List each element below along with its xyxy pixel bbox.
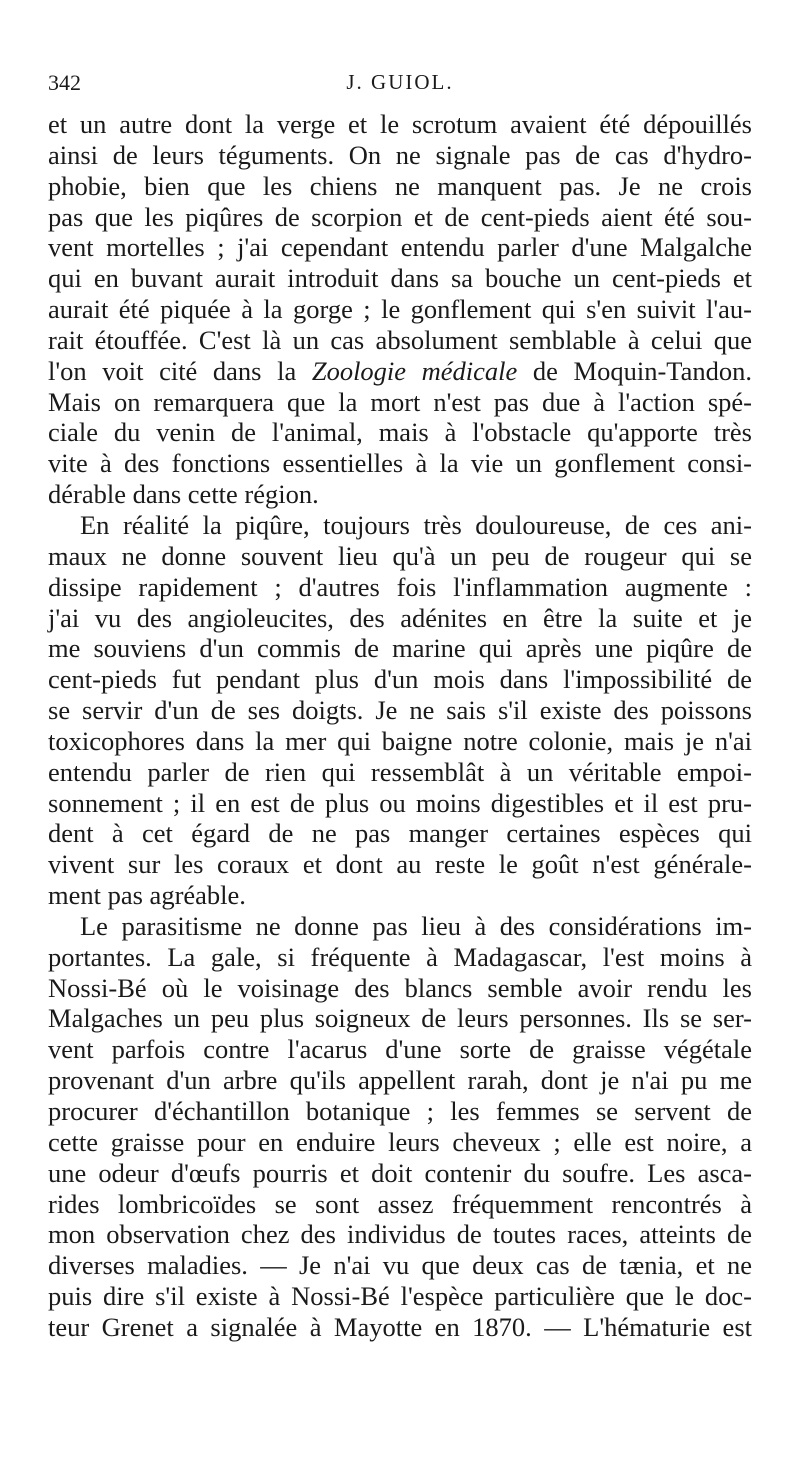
text-line: pas que les piqûres de scorpion et de cent-pieds aient été sou- bbox=[48, 201, 752, 232]
text-line bbox=[48, 356, 752, 387]
text-line: dissipe rapidement ; d'autres fois l'inflammation augmente : bbox=[48, 571, 752, 602]
text-line: toxicophores dans la mer qui baigne notre colonie, mais je n'ai bbox=[48, 725, 752, 756]
text-line: ainsi de leurs téguments. On ne signale pas de cas d'hydro- bbox=[48, 139, 752, 170]
text-line: aurait été piquée à la gorge ; le gonflement qui s'en suivit l'au- bbox=[48, 294, 752, 325]
text-line: cette graisse pour en enduire leurs cheveux ; elle est noire, a bbox=[48, 1126, 752, 1157]
text-line: une odeur d'œufs pourris et doit contenir du soufre. Les asca- bbox=[48, 1157, 752, 1188]
text-line: Mais on remarquera que la mort n'est pas due à l'action spé- bbox=[48, 386, 752, 417]
text-line: j'ai vu des angioleucites, des adénites en être la suite et je bbox=[48, 602, 752, 633]
text-line: ment pas agréable. bbox=[48, 880, 246, 911]
text-line: qui en buvant aurait introduit dans sa bouche un cent-pieds et bbox=[48, 263, 752, 294]
text-line: puis dire s'il existe à Nossi-Bé l'espèce particulière que le doc- bbox=[48, 1281, 752, 1312]
text-line: portantes. La gale, si fréquente à Madagascar, l'est moins à bbox=[48, 941, 752, 972]
text-line: provenant d'un arbre qu'ils appellent rarah, dont je n'ai pu me bbox=[48, 1065, 752, 1096]
text-line: vivent sur les coraux et dont au reste le goût n'est générale- bbox=[48, 849, 752, 880]
text-line: phobie, bien que les chiens ne manquent pas. Je ne crois bbox=[48, 170, 752, 201]
text-line: sonnement ; il en est de plus ou moins digestibles et il est pru- bbox=[48, 787, 752, 818]
body-text bbox=[48, 109, 752, 1343]
running-head: J. GUIOL. bbox=[346, 70, 454, 94]
paragraph bbox=[48, 109, 752, 510]
text-segment: de Moquin-Tandon. bbox=[517, 355, 753, 386]
text-line: ciale du venin de l'animal, mais à l'obstacle qu'apporte très bbox=[48, 417, 752, 448]
text-line: Nossi-Bé où le voisinage des blancs semble avoir rendu les bbox=[48, 972, 752, 1003]
text-line: maux ne donne souvent lieu qu'à un peu de rougeur qui se bbox=[48, 540, 752, 571]
text-line: cent-pieds fut pendant plus d'un mois dans l'impossibilité de bbox=[48, 664, 752, 695]
text-line: Malgaches un peu plus soigneux de leurs personnes. Ils se ser- bbox=[48, 1003, 752, 1034]
text-line: se servir d'un de ses doigts. Je ne sais s'il existe des poissons bbox=[48, 695, 752, 726]
text-line: diverses maladies. — Je n'ai vu que deux cas de tænia, et ne bbox=[48, 1250, 752, 1281]
text-line: et un autre dont la verge et le scrotum avaient été dépouillés bbox=[48, 109, 752, 139]
italic-title: Zoologie médicale bbox=[311, 355, 518, 386]
text-line: entendu parler de rien qui ressemblât à un véritable empoi- bbox=[48, 756, 752, 787]
text-line: teur Grenet a signalée à Mayotte en 1870. — L'hématurie est bbox=[48, 1311, 752, 1342]
text-line: vent parfois contre l'acarus d'une sorte de graisse végétale bbox=[48, 1034, 752, 1065]
page-header bbox=[48, 70, 752, 98]
text-line: mon observation chez des individus de toutes races, atteints de bbox=[48, 1219, 752, 1250]
text-line: me souviens d'un commis de marine qui après une piqûre de bbox=[48, 633, 752, 664]
text-line: rait étouffée. C'est là un cas absolument semblable à celui que bbox=[48, 324, 752, 355]
text-line: Le parasitisme ne donne pas lieu à des considérations im- bbox=[80, 910, 752, 941]
text-line: procurer d'échantillon botanique ; les femmes se servent de bbox=[48, 1096, 752, 1126]
text-line: rides lombricoïdes se sont assez fréquemment rencontrés à bbox=[48, 1188, 752, 1219]
paragraph bbox=[48, 510, 752, 911]
paragraph bbox=[48, 911, 752, 1343]
text-line: vite à des fonctions essentielles à la vie un gonflement consi- bbox=[48, 448, 752, 479]
text-line: dérable dans cette région. bbox=[48, 479, 319, 510]
text-segment: l'on voit cité dans la bbox=[48, 355, 312, 386]
text-line: vent mortelles ; j'ai cependant entendu parler d'une Malgalche bbox=[48, 232, 752, 263]
text-line: En réalité la piqûre, toujours très douloureuse, de ces ani- bbox=[80, 509, 752, 540]
text-line: dent à cet égard de ne pas manger certaines espèces qui bbox=[48, 818, 752, 849]
page-number: 342 bbox=[48, 70, 81, 95]
